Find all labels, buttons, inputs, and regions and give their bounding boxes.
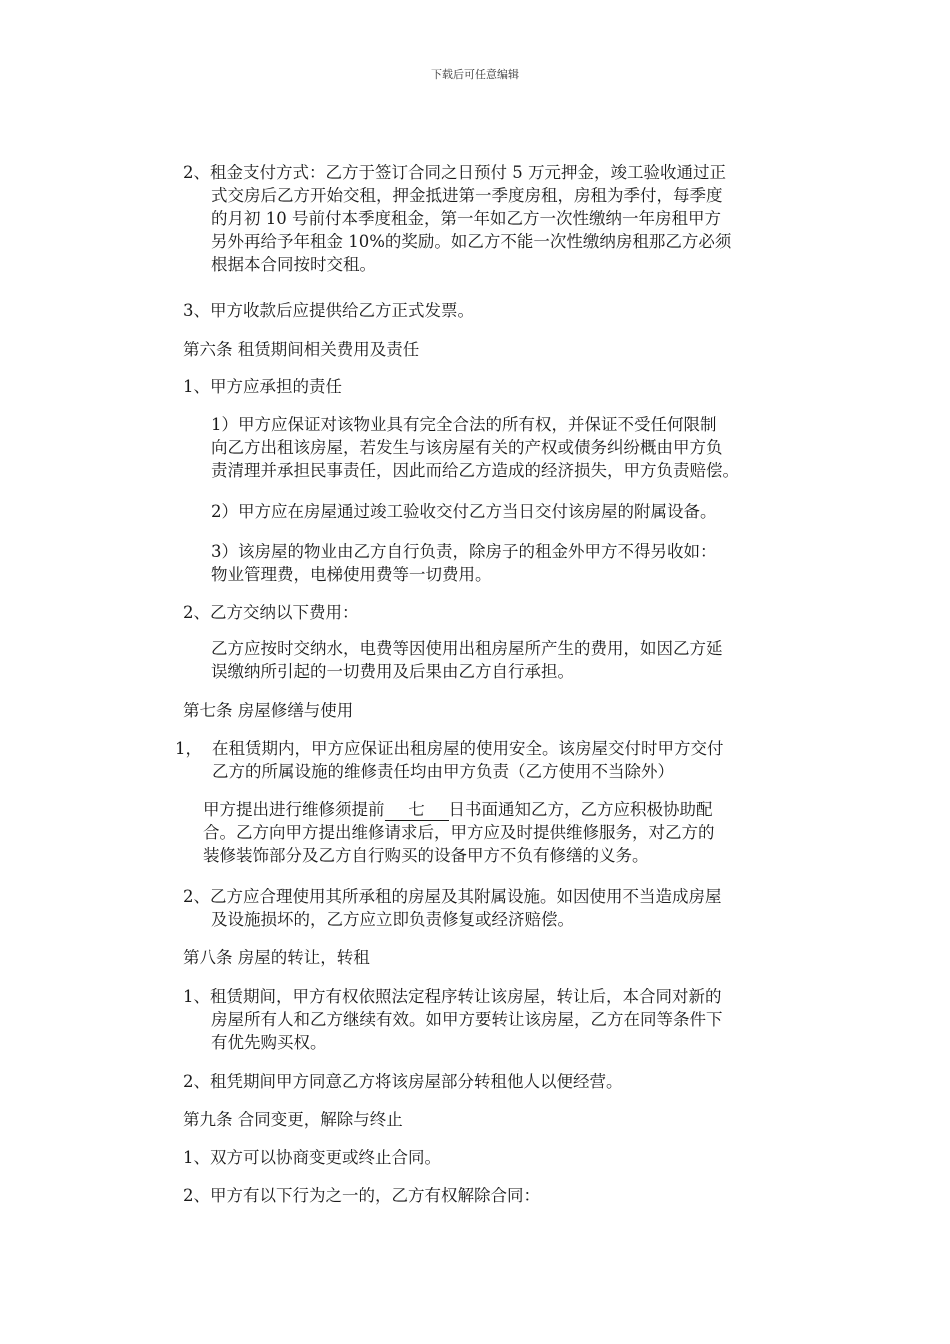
paragraph-party-b-fees: 2、乙方交纳以下费用： (183, 603, 359, 622)
text-line: 2、乙方应合理使用其所承租的房屋及其附属设施。如因使用不当造成房屋 (183, 887, 722, 906)
text-line: 有优先购买权。 (211, 1033, 327, 1052)
paragraph-equipment: 2）甲方应在房屋通过竣工验收交付乙方当日交付该房屋的附属设备。 (211, 502, 717, 521)
paragraph-sublease: 2、租凭期间甲方同意乙方将该房屋部分转租他人以便经营。 (183, 1072, 623, 1091)
paragraph-repairs (203, 798, 715, 867)
paragraph-ownership (211, 413, 739, 482)
text-line: 2、租金支付方式：乙方于签订合同之日预付 5 万元押金，竣工验收通过正 (183, 163, 726, 182)
paragraph-mutual-change: 1、双方可以协商变更或终止合同。 (183, 1148, 441, 1167)
paragraph-property-fees (211, 540, 717, 586)
text-line: 装修装饰部分及乙方自行购买的设备甲方不负有修缮的义务。 (203, 846, 649, 865)
paragraph-transfer (183, 985, 723, 1054)
text-line: 乙方应按时交纳水，电费等因使用出租房屋所产生的费用，如因乙方延 (211, 639, 723, 658)
article-heading: 第九条 合同变更，解除与终止 (183, 1110, 403, 1129)
paragraph-safety (175, 737, 724, 783)
article-heading: 第八条 房屋的转让，转租 (183, 948, 370, 967)
text-line: 向乙方出租该房屋，若发生与该房屋有关的产权或债务纠纷概由甲方负 (211, 438, 723, 457)
text-segment: 甲方提出进行维修须提前 (203, 800, 385, 819)
text-line: 1）甲方应保证对该物业具有完全合法的所有权，并保证不受任何限制 (211, 415, 717, 434)
text-line: 在租赁期内，甲方应保证出租房屋的使用安全。该房屋交付时甲方交付 (212, 739, 724, 758)
list-number: 1， (175, 739, 202, 758)
text-line: 责清理并承担民事责任，因此而给乙方造成的经济损失，甲方负责赔偿。 (211, 461, 739, 480)
paragraph-invoice: 3、甲方收款后应提供给乙方正式发票。 (183, 301, 474, 320)
days-blank-field: 七 (385, 800, 449, 821)
text-line (175, 737, 724, 760)
text-line: 误缴纳所引起的一切费用及后果由乙方自行承担。 (211, 662, 574, 681)
text-line: 3）该房屋的物业由乙方自行负责，除房子的租金外甲方不得另收如： (211, 542, 717, 561)
paragraph-party-a-duties: 1、甲方应承担的责任 (183, 377, 342, 396)
text-line: 乙方的所属设施的维修责任均由甲方负责（乙方使用不当除外） (212, 762, 674, 781)
paragraph-proper-use (183, 885, 722, 931)
text-line (203, 798, 715, 821)
article-heading: 第六条 租赁期间相关费用及责任 (183, 340, 420, 359)
text-line: 物业管理费，电梯使用费等一切费用。 (211, 565, 492, 584)
paragraph-rent-payment (183, 161, 731, 276)
text-line: 合。乙方向甲方提出维修请求后，甲方应及时提供维修服务，对乙方的 (203, 823, 715, 842)
text-line: 另外再给予年租金 10%的奖励。如乙方不能一次性缴纳房租那乙方必须 (211, 232, 732, 251)
text-line: 及设施损坏的，乙方应立即负责修复或经济赔偿。 (211, 910, 574, 929)
text-line: 的月初 10 号前付本季度租金，第一年如乙方一次性缴纳一年房租甲方 (211, 209, 721, 228)
paragraph-utilities (211, 637, 723, 683)
article-heading: 第七条 房屋修缮与使用 (183, 701, 354, 720)
page-header: 下载后可任意编辑 (431, 68, 519, 81)
paragraph-termination-rights: 2、甲方有以下行为之一的，乙方有权解除合同： (183, 1186, 540, 1205)
text-line: 式交房后乙方开始交租，押金抵进第一季度房租，房租为季付，每季度 (211, 186, 723, 205)
text-line: 1、租赁期间，甲方有权依照法定程序转让该房屋，转让后，本合同对新的 (183, 987, 722, 1006)
text-line: 根据本合同按时交租。 (211, 255, 376, 274)
text-line: 房屋所有人和乙方继续有效。如甲方要转让该房屋，乙方在同等条件下 (211, 1010, 723, 1029)
text-segment: 日书面通知乙方，乙方应积极协助配 (448, 800, 713, 819)
